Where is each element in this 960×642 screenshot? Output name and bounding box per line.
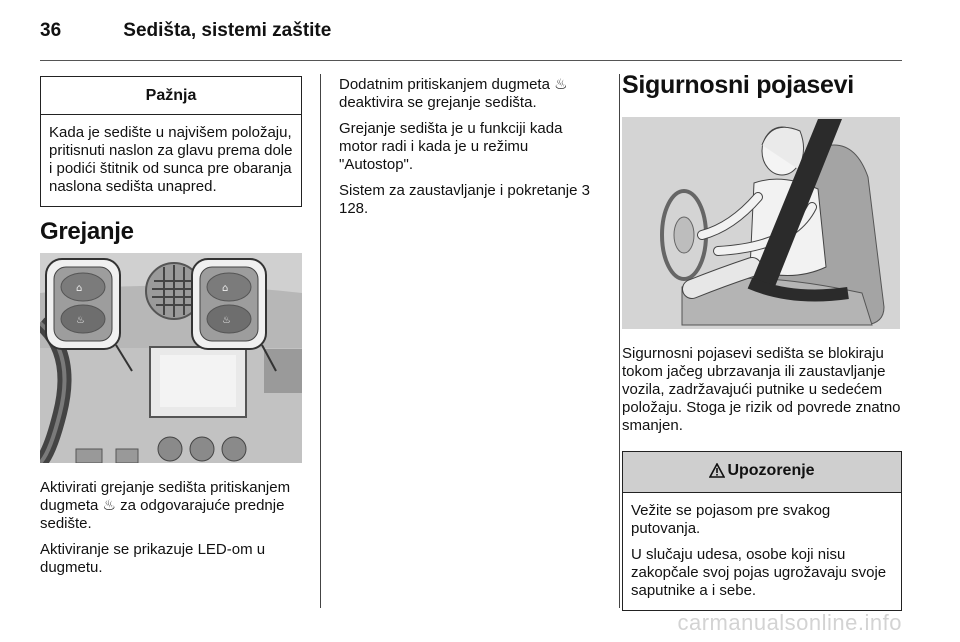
stop-start-reference: Sistem za zaustavljanje i pokretanje 3 128. <box>339 182 590 217</box>
column-right <box>622 70 902 611</box>
header-rule <box>40 60 902 61</box>
page-number: 36 <box>40 20 62 41</box>
page-reference-icon: 3 <box>581 182 590 199</box>
warning-text-1: Vežite se pojasom pre svakog putovanja. <box>631 502 831 537</box>
column-divider <box>619 74 620 608</box>
section-heading-heating: Grejanje <box>40 218 134 245</box>
seat-belt-illustration <box>622 117 900 329</box>
warning-text-2: U slučaju udesa, osobe koji nisu zakopčale svoj pojas ugrožavaju svoje saputnike a i sebe. <box>631 546 887 599</box>
caution-title: Pažnja <box>41 77 301 115</box>
svg-text:⌂: ⌂ <box>222 283 229 294</box>
caution-box <box>40 76 302 207</box>
svg-text:⌂: ⌂ <box>76 283 83 294</box>
heating-activate-paragraph: Aktivirati grejanje sedišta pritiskanjem dugmeta ♨ za odgovarajuće prednje sedište. <box>40 479 291 532</box>
page-title: Sedišta, sistemi zaštite <box>123 20 332 41</box>
watermark: carmanualsonline.info <box>677 610 902 635</box>
seat-belt-description: Sigurnosni pojasevi sedišta se blokiraju tokom jačeg ubrzavanja ili zaustavljanje vozila, zadržavajući putnike u sedećem položaju. Stoga je rizik od povrede znatno smanjen. <box>622 345 901 434</box>
warning-header <box>623 452 901 493</box>
warning-triangle-icon <box>709 463 725 483</box>
heating-deactivate-paragraph: Dodatnim pritiskanjem dugmeta ♨ deaktivira se grejanje sedišta. <box>339 76 568 111</box>
caution-text: Kada je sedište u najvišem položaju, pritisnuti naslon za glavu prema dole i podići štitnik od sunca pre obaranja naslona sedišta unapred. <box>49 124 293 195</box>
warning-box <box>622 451 902 611</box>
svg-text:♨: ♨ <box>76 315 85 326</box>
seat-heating-icon: ♨ <box>102 497 116 514</box>
warning-title: Upozorenje <box>727 462 815 479</box>
column-middle <box>339 76 601 218</box>
seat-heating-illustration <box>40 253 302 463</box>
svg-text:♨: ♨ <box>222 315 231 326</box>
column-divider <box>320 74 321 608</box>
page-header <box>40 20 331 42</box>
column-left <box>40 70 302 577</box>
heating-autostop-paragraph: Grejanje sedišta je u funkciji kada motor radi i kada je u režimu "Autostop". <box>339 120 563 173</box>
seat-heating-icon: ♨ <box>554 76 568 93</box>
heating-led-paragraph: Aktiviranje se prikazuje LED-om u dugmetu. <box>40 541 266 576</box>
section-heading-seat-belts: Sigurnosni pojasevi <box>622 71 854 99</box>
